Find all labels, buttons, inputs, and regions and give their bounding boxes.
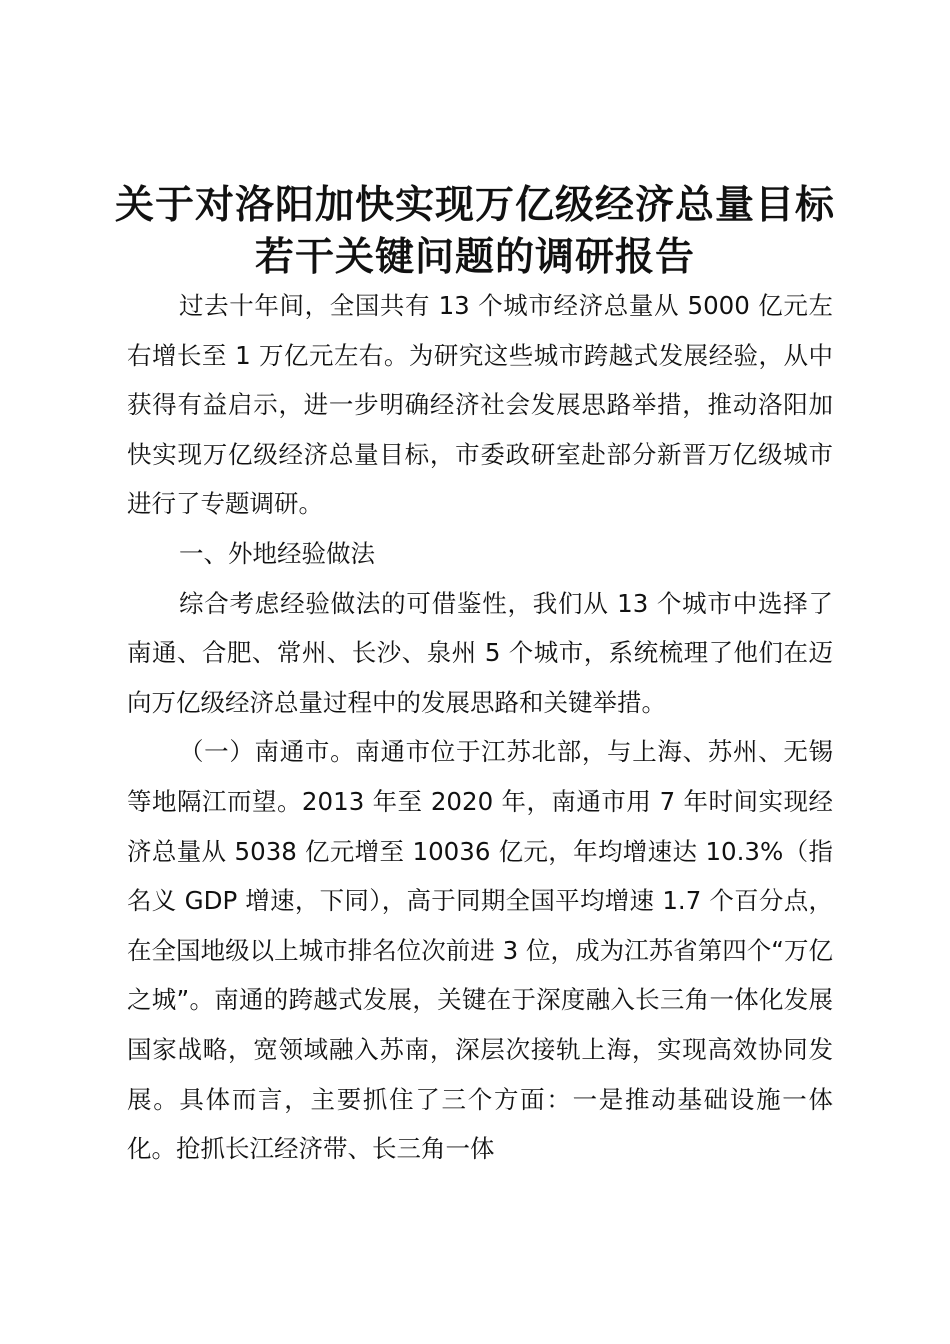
paragraph-nantong: （一）南通市。南通市位于江苏北部，与上海、苏州、无锡等地隔江而望。2013 年至 2020 年，南通市用 7 年时间实现经济总量从 5038 亿元增至 10036 亿元，年均增速达 10.3%（指名义 GDP 增速，下同），高于同期全国平均增速 1.7 个百分点，在全国地级以上城市排名位次前进 3 位，成为江苏省第四个“万亿之城”。南通的跨越式发展，关键在于深度融入长三角一体化发展国家战略，宽领域融入苏南，深层次接轨上海，实现高效协同发展。具体而言，主要抓住了三个方面：一是推动基础设施一体化。抢抓长江经济带、长三角一体 bbox=[127, 737, 833, 1164]
document-body bbox=[127, 281, 833, 1174]
paragraph-selection: 综合考虑经验做法的可借鉴性，我们从 13 个城市中选择了南通、合肥、常州、长沙、泉州 5 个城市，系统梳理了他们在迈向万亿级经济总量过程中的发展思路和关键举措。 bbox=[127, 588, 833, 717]
section-heading: 一、外地经验做法 bbox=[179, 538, 375, 568]
document-title: 关于对洛阳加快实现万亿级经济总量目标若干关键问题的调研报告 bbox=[114, 183, 835, 280]
paragraph-intro: 过去十年间，全国共有 13 个城市经济总量从 5000 亿元左右增长至 1 万亿元左右。为研究这些城市跨越式发展经验，从中获得有益启示，进一步明确经济社会发展思路举措，推动洛阳加快实现万亿级经济总量目标，市委政研室赴部分新晋万亿级城市进行了专题调研。 bbox=[127, 291, 833, 519]
